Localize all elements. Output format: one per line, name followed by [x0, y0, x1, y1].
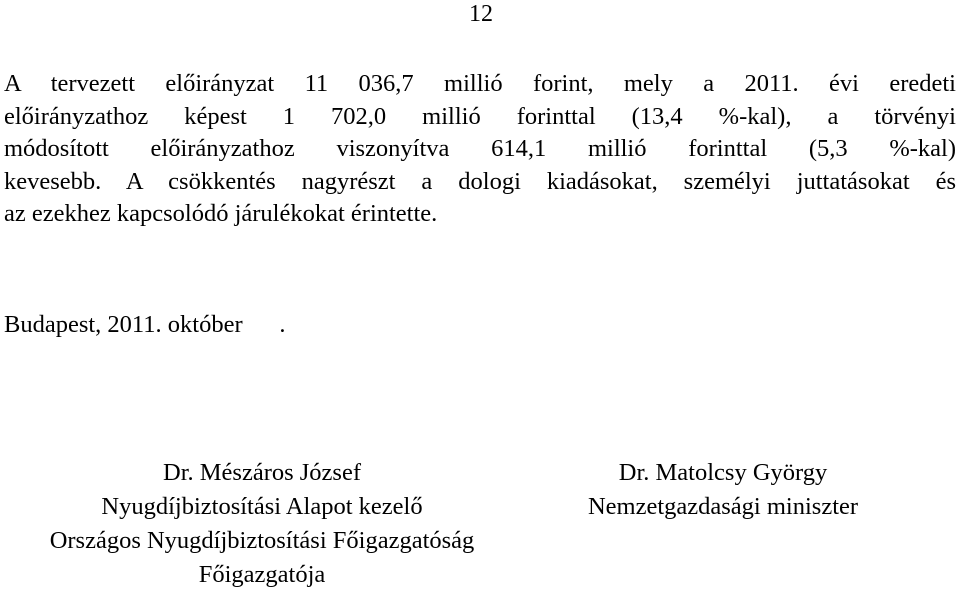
paragraph-line: A tervezett előirányzat 11 036,7 millió forint, mely a 2011. évi eredeti	[4, 70, 956, 97]
signatory-name: Dr. Matolcsy György	[618, 459, 828, 486]
signatory-title: Nyugdíjbiztosítási Alapot kezelő	[101, 493, 423, 520]
body-paragraph	[4, 68, 956, 231]
paragraph-line: kevesebb. A csökkentés nagyrészt a dologi kiadásokat, személyi juttatásokat és	[4, 167, 956, 195]
signature-block-left	[0, 456, 524, 592]
paragraph-line: módosított előirányzathoz viszonyítva 614,1 millió forinttal (5,3 %-kal)	[4, 135, 956, 162]
paragraph-line: előirányzathoz képest 1 702,0 millió forinttal (13,4 %-kal), a törvényi	[4, 102, 956, 130]
page-number: 12	[469, 1, 493, 27]
signatory-organization: Országos Nyugdíjbiztosítási Főigazgatóság	[49, 527, 475, 554]
signatory-title: Nemzetgazdasági miniszter	[587, 493, 859, 520]
signature-block-right	[554, 456, 892, 524]
paragraph-line: az ezekhez kapcsolódó járulékokat érintette.	[4, 200, 438, 227]
place-and-date: Budapest, 2011. október .	[4, 311, 286, 338]
signatory-role: Főigazgatója	[198, 561, 326, 588]
signatory-name: Dr. Mészáros József	[163, 459, 361, 486]
